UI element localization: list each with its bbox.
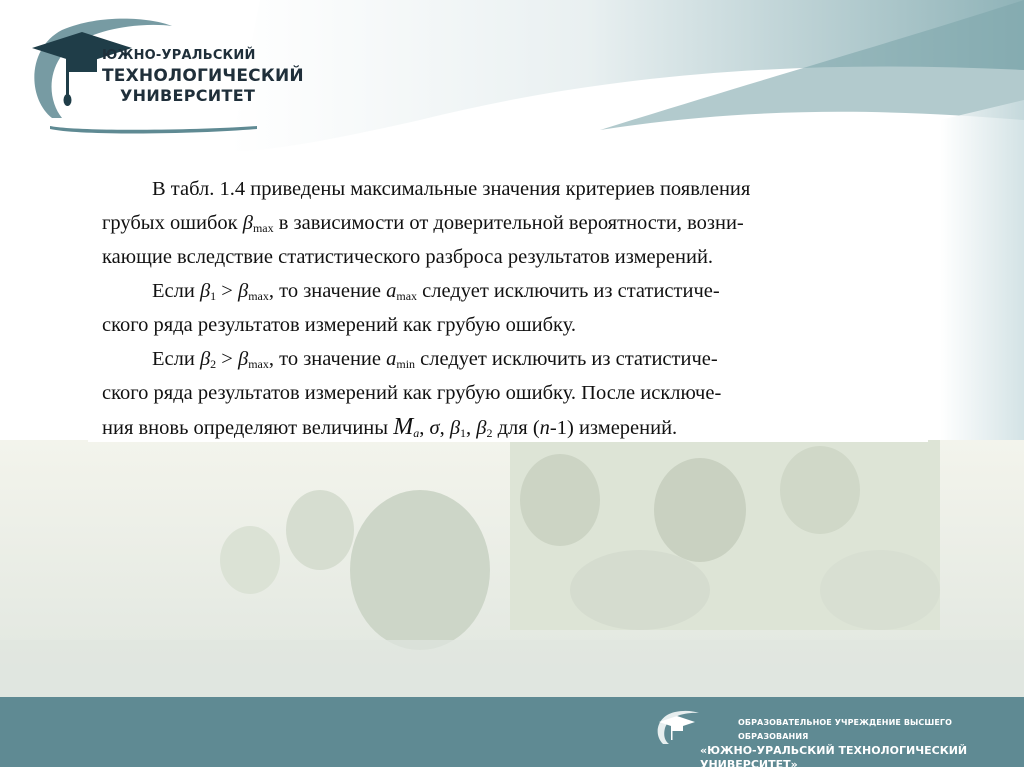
beta-glyph: β: [199, 348, 211, 370]
gt-symbol: >: [221, 280, 233, 302]
beta-max-subscript: max: [248, 289, 269, 303]
m-a-symbol: [393, 414, 419, 440]
text-span: , то значение: [268, 280, 381, 302]
beta-glyph: β: [242, 212, 253, 234]
beta1-subscript: 1: [210, 289, 217, 303]
m-glyph: M: [393, 414, 414, 440]
paragraph-3-line-1: [102, 342, 924, 376]
beta-max-subscript: max: [252, 221, 274, 235]
logo-line-2: ТЕХНОЛОГИЧЕСКИЙ: [102, 66, 304, 86]
beta2-symbol: [476, 417, 492, 439]
a-min-subscript: min: [396, 357, 416, 371]
text-span: следует исключить из статистиче-: [420, 348, 718, 370]
text-span: кающие вследствие статистического разброса результатов измерений.: [102, 246, 714, 268]
beta-glyph: β: [476, 417, 487, 439]
comma: ,: [439, 417, 445, 439]
a-max-symbol: [386, 280, 417, 302]
text-span: Если: [152, 280, 195, 302]
paragraph-1-line-3: [102, 240, 924, 274]
text-span: -1) измерений.: [549, 417, 678, 439]
a-min-symbol: [386, 348, 415, 370]
text-span: следует исключить из статистиче-: [422, 280, 720, 302]
beta2-subscript: 2: [486, 426, 493, 440]
paragraph-2-line-2: [102, 308, 924, 342]
beta1-gt-betamax: [200, 280, 269, 302]
beta2-gt-betamax: [200, 348, 269, 370]
text-span: ния вновь определяют величины: [102, 417, 389, 439]
text-span: ского ряда результатов измерений как грубую ошибку. После исключе-: [102, 382, 722, 404]
text-span: , то значение: [268, 348, 381, 370]
paragraph-1-line-1: [102, 172, 924, 206]
beta1-symbol: [450, 417, 466, 439]
beta-glyph: β: [237, 280, 249, 302]
n-symbol: n: [539, 417, 550, 439]
text-span: для (: [497, 417, 540, 439]
footer-caption: [700, 716, 1024, 767]
beta2-subscript: 2: [210, 357, 217, 371]
beta-max-subscript: max: [248, 357, 269, 371]
logo-line-3: УНИВЕРСИТЕТ: [120, 86, 256, 105]
comma: ,: [466, 417, 472, 439]
paragraph-2-line-1: [102, 274, 924, 308]
footer-line-2: «ЮЖНО-УРАЛЬСКИЙ ТЕХНОЛОГИЧЕСКИЙ УНИВЕРСИТЕТ»: [700, 744, 968, 767]
paragraph-1-line-2: [102, 206, 924, 240]
logo-wordmark: [102, 46, 304, 106]
text-span: В табл. 1.4 приведены максимальные значения критериев появления: [152, 178, 751, 200]
beta-glyph: β: [237, 348, 249, 370]
text-span: Если: [152, 348, 195, 370]
a-glyph: a: [386, 348, 397, 370]
text-span: в зависимости от доверительной вероятности, возни-: [278, 212, 744, 234]
footer-line-1: ОБРАЗОВАТЕЛЬНОЕ УЧРЕЖДЕНИЕ ВЫСШЕГО ОБРАЗОВАНИЯ: [738, 718, 953, 741]
beta-glyph: β: [449, 417, 461, 439]
paragraph-3-line-2: [102, 376, 924, 410]
beta1-subscript: 1: [460, 426, 467, 440]
m-subscript: a: [413, 426, 420, 440]
footer-logo-icon: [655, 708, 703, 748]
text-span: ского ряда результатов измерений как грубую ошибку.: [102, 314, 577, 336]
beta-max-symbol: [243, 212, 274, 234]
sigma-symbol: σ: [429, 417, 440, 439]
gt-symbol: >: [221, 348, 233, 370]
beta-glyph: β: [199, 280, 211, 302]
text-span: грубых ошибок: [102, 212, 238, 234]
logo-line-1: ЮЖНО-УРАЛЬСКИЙ: [102, 48, 256, 63]
a-max-subscript: max: [396, 289, 418, 303]
a-glyph: a: [386, 280, 397, 302]
students-photo: [0, 440, 1024, 700]
comma: ,: [419, 417, 425, 439]
paragraph-3-line-3: [102, 410, 924, 445]
